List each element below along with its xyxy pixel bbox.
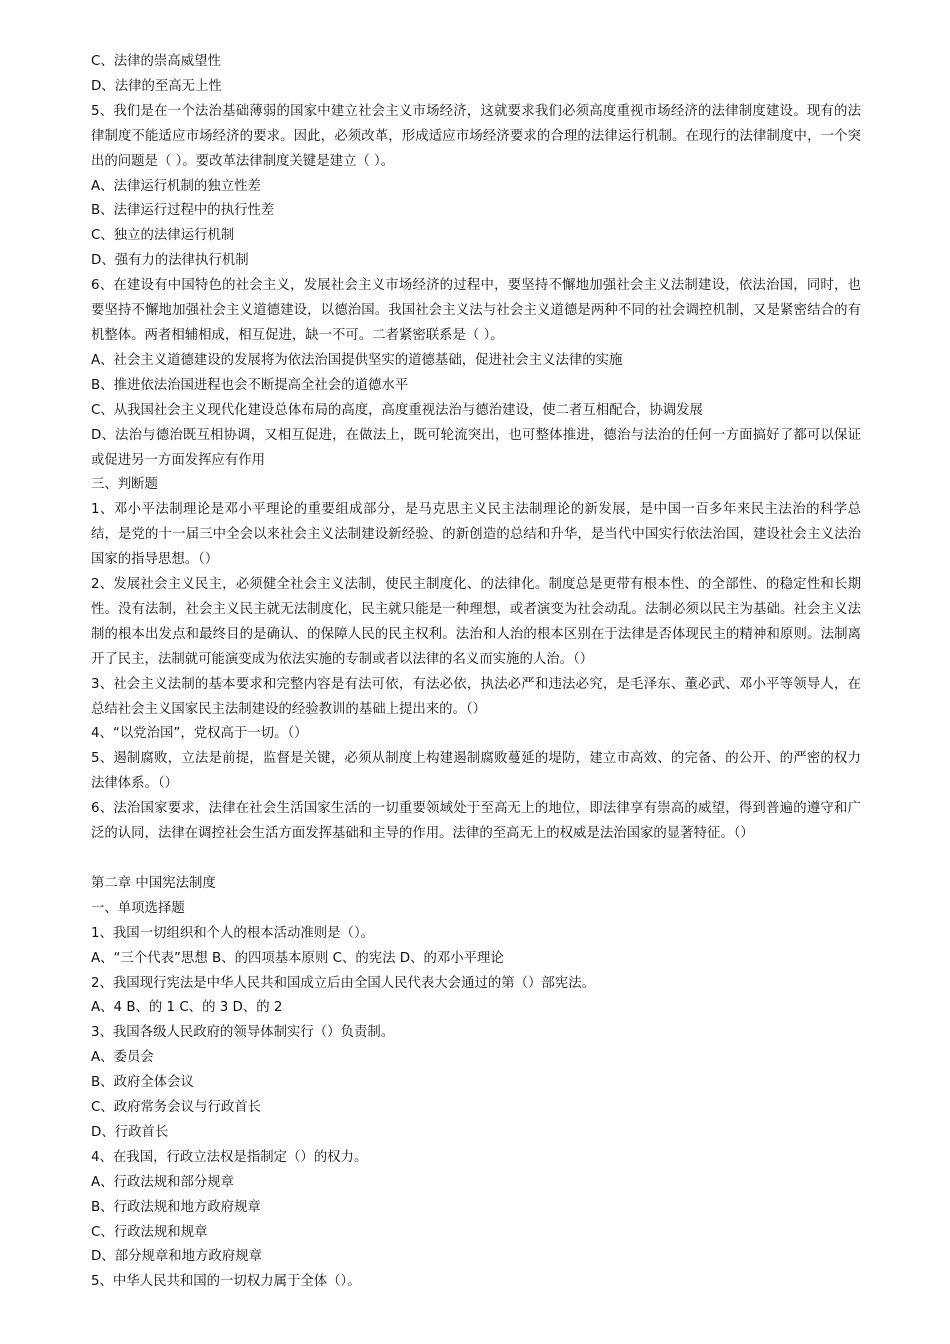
text-line: 1、邓小平法制理论是邓小平理论的重要组成部分，是马克思主义民主法制理论的新发展，是中国一百多年来民主法治的科学总结，是党的十一届三中全会以来社会主义法制建设新经验、的新创造的总结和升华，是当代中国实行依法治国，建设社会主义法治国家的指导思想。（） xyxy=(91,502,861,568)
text-line: C、从我国社会主义现代化建设总体布局的高度，高度重视法治与德治建设，使二者互相配合，协调发展 xyxy=(91,402,703,418)
text-line: 6、法治国家要求，法律在社会生活国家生活的一切重要领域处于至高无上的地位，即法律享有崇高的威望，得到普遍的遵守和广泛的认同，法律在调控社会生活方面发挥基础和主导的作用。法律的至高无上的权威是法治国家的显著特征。（） xyxy=(91,801,861,842)
text-line: 3、我国各级人民政府的领导体制实行（）负责制。 xyxy=(91,1025,395,1041)
text-line: A、4 B、的 1 C、的 3 D、的 2 xyxy=(91,1000,283,1016)
text-line: C、独立的法律运行机制 xyxy=(91,228,235,244)
text-line: 三、判断题 xyxy=(91,477,158,493)
text-line: 5、中华人民共和国的一切权力属于全体（）。 xyxy=(91,1274,361,1290)
text-line: B、行政法规和地方政府规章 xyxy=(91,1199,261,1215)
text-line: B、法律运行过程中的执行性差 xyxy=(91,203,275,219)
document-page xyxy=(91,50,861,1295)
text-line: 5、遏制腐败，立法是前提，监督是关键，必须从制度上构建遏制腐败蔓延的堤防，建立市高效、的完备、的公开、的严密的权力法律体系。（） xyxy=(91,751,861,792)
text-line: D、法治与德治既互相协调，又相互促进，在做法上，既可轮流突出，也可整体推进，德治与法治的任何一方面搞好了都可以保证或促进另一方面发挥应有作用 xyxy=(91,427,861,468)
text-line: C、法律的崇高威望性 xyxy=(91,54,221,69)
text-line: A、社会主义道德建设的发展将为依法治国提供坚实的道德基础，促进社会主义法律的实施 xyxy=(91,352,623,368)
text-line: 4、在我国，行政立法权是指制定（）的权力。 xyxy=(91,1149,368,1165)
text-line: 4、“以党治国”，党权高于一切。（） xyxy=(91,726,308,742)
text-line: A、行政法规和部分规章 xyxy=(91,1174,235,1190)
text-line: B、政府全体会议 xyxy=(91,1075,194,1091)
text-line: 6、在建设有中国特色的社会主义，发展社会主义市场经济的过程中，要坚持不懈地加强社会主义法制建设，依法治国，同时，也要坚持不懈地加强社会主义道德建设，以德治国。我国社会主义法与社会主义道德是两种不同的社会调控机制，又是紧密结合的有机整体。两者相辅相成，相互促进，缺一不可。二者紧密联系是（ ）。 xyxy=(91,278,861,343)
text-line: A、委员会 xyxy=(91,1050,154,1066)
text-line: D、强有力的法律执行机制 xyxy=(91,253,249,269)
blank-line xyxy=(91,847,861,872)
text-line: D、行政首长 xyxy=(91,1124,169,1140)
text-line: C、政府常务会议与行政首长 xyxy=(91,1100,262,1116)
text-line: 2、发展社会主义民主，必须健全社会主义法制，使民主制度化、的法律化。制度总是更带有根本性、的全部性、的稳定性和长期性。没有法制，社会主义民主就无法制度化，民主就只能是一种理想，或者演变为社会动乱。法制必须以民主为基础。社会主义法制的根本出发点和最终目的是确认、的保障人民的民主权利。法治和人治的根本区别在于法律是否体现民主的精神和原则。法制离开了民主，法制就可能演变成为依法实施的专制或者以法律的名义而实施的人治。（） xyxy=(91,577,861,667)
text-line: 2、我国现行宪法是中华人民共和国成立后由全国人民代表大会通过的第（）部宪法。 xyxy=(91,975,595,991)
text-line: 一、单项选择题 xyxy=(91,900,185,916)
text-line: 1、我国一切组织和个人的根本活动准则是（）。 xyxy=(91,925,375,941)
text-line: 第二章 中国宪法制度 xyxy=(91,875,216,891)
text-line: D、法律的至高无上性 xyxy=(91,78,222,94)
text-line: A、“三个代表”思想 B、的四项基本原则 C、的宪法 D、的邓小平理论 xyxy=(91,950,504,966)
text-line: 3、社会主义法制的基本要求和完整内容是有法可依，有法必依，执法必严和违法必究，是毛泽东、董必武、邓小平等领导人，在总结社会主义国家民主法制建设的经验教训的基础上提出来的。（） xyxy=(91,676,861,717)
text-line: A、法律运行机制的独立性差 xyxy=(91,178,261,194)
text-line: D、部分规章和地方政府规章 xyxy=(91,1249,262,1265)
text-line: B、推进依法治国进程也会不断提高全社会的道德水平 xyxy=(91,377,409,393)
text-line: C、行政法规和规章 xyxy=(91,1224,208,1240)
text-line: 5、我们是在一个法治基础薄弱的国家中建立社会主义市场经济，这就要求我们必须高度重视市场经济的法律制度建设。现有的法律制度不能适应市场经济的要求。因此，必须改革，形成适应市场经济要求的合理的法律运行机制。在现行的法律制度中，一个突出的问题是（ ）。要改革法律制度关键是建立（ ）。 xyxy=(91,103,861,169)
